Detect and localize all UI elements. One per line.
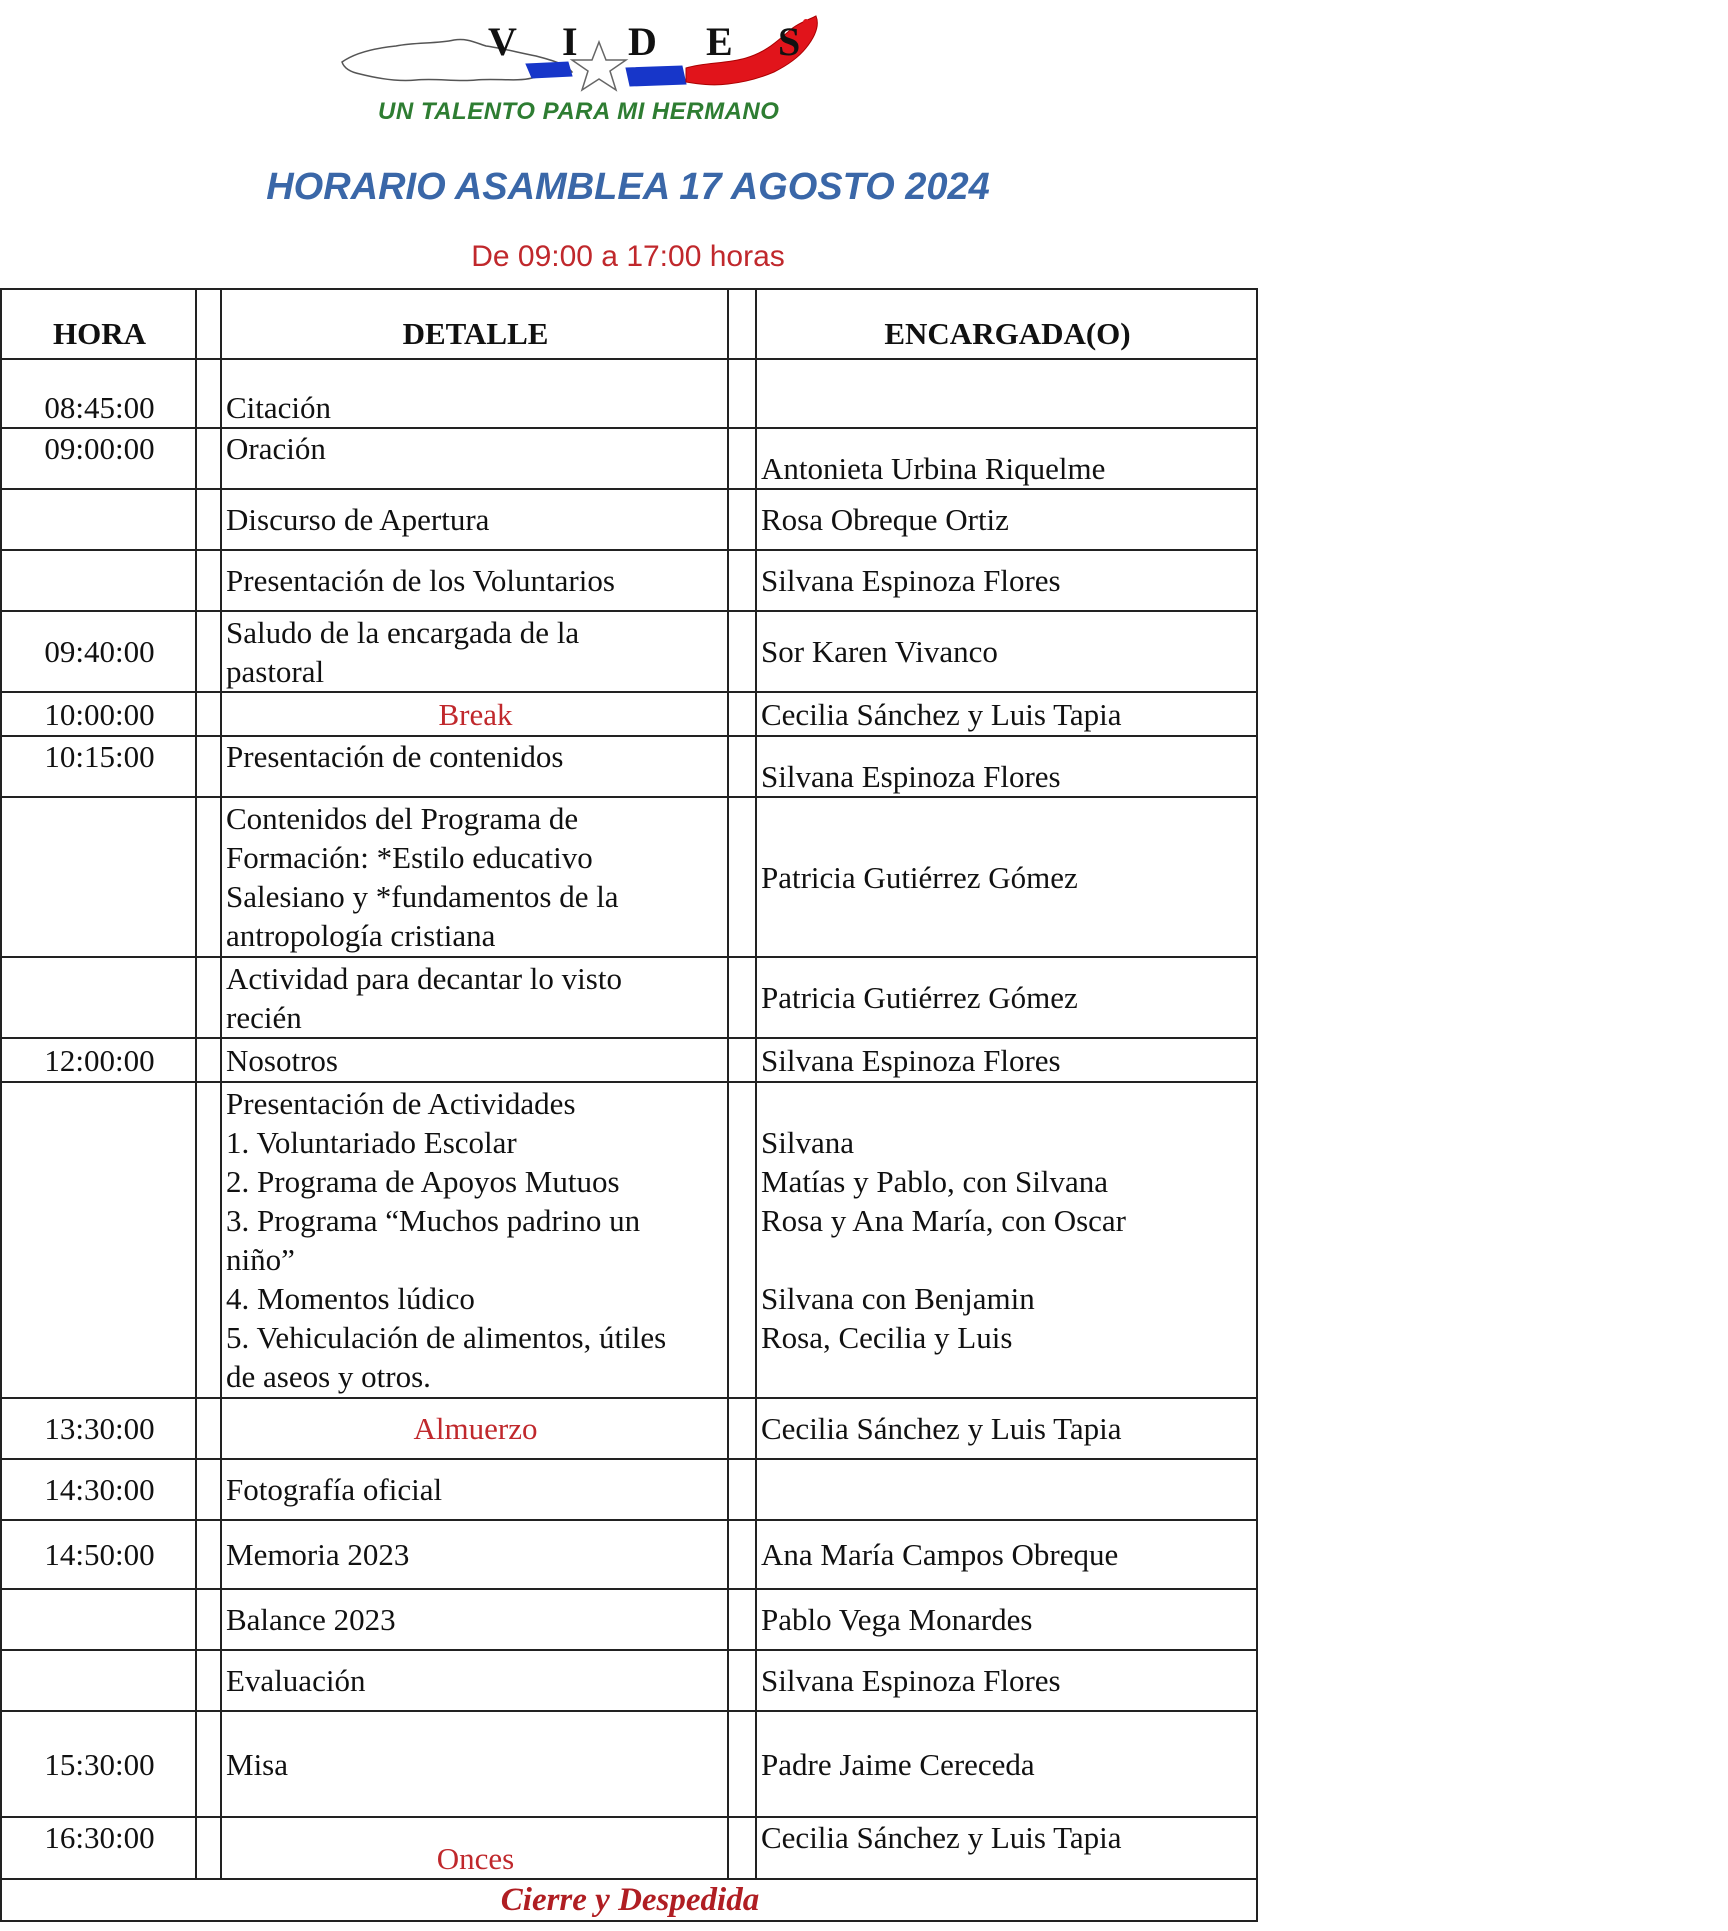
row-hora: 12:00:00 [1, 1038, 196, 1082]
header-gap [196, 289, 221, 359]
row-gap [196, 1711, 221, 1817]
row-gap [196, 957, 221, 1038]
row-gap [196, 489, 221, 550]
row-encargado: Silvana Espinoza Flores [756, 550, 1257, 611]
vides-logo [336, 12, 876, 132]
row-gap [196, 692, 221, 736]
table-row [1, 1711, 1257, 1817]
row-encargado: Cecilia Sánchez y Luis Tapia [756, 692, 1257, 736]
table-row [1, 1082, 1257, 1398]
row-hora: 14:30:00 [1, 1459, 196, 1520]
row-gap [196, 1082, 221, 1398]
row-detalle-break: Break [221, 692, 728, 736]
row-encargado: Cecilia Sánchez y Luis Tapia [756, 1817, 1257, 1879]
row-hora: 09:40:00 [1, 611, 196, 692]
row-gap [728, 1650, 756, 1711]
row-detalle: Contenidos del Programa de Formación: *Estilo educativo Salesiano y *fundamentos de la antropología cristiana [221, 797, 728, 957]
row-hora [1, 489, 196, 550]
row-detalle: Oración [221, 428, 728, 489]
row-detalle: Presentación de Actividades 1. Voluntariado Escolar 2. Programa de Apoyos Mutuos 3. Programa “Muchos padrino un niño” 4. Momentos lúdico 5. Vehiculación de alimentos, útiles de aseos y otros. [221, 1082, 728, 1398]
row-hora: 13:30:00 [1, 1398, 196, 1459]
logo-letter: V [488, 19, 517, 64]
row-gap [196, 1459, 221, 1520]
table-row [1, 550, 1257, 611]
page-subtitle: De 09:00 a 17:00 horas [471, 240, 785, 273]
row-gap [728, 1711, 756, 1817]
row-gap [728, 359, 756, 428]
row-detalle: Balance 2023 [221, 1589, 728, 1650]
row-gap [196, 797, 221, 957]
row-hora [1, 1589, 196, 1650]
row-detalle: Citación [221, 359, 728, 428]
logo-letter: S [778, 19, 801, 64]
logo-letter: I [562, 19, 578, 64]
table-row [1, 611, 1257, 692]
table-row [1, 428, 1257, 489]
table-row [1, 1650, 1257, 1711]
row-gap [196, 1398, 221, 1459]
row-gap [728, 736, 756, 797]
row-encargado [756, 359, 1257, 428]
row-detalle-almuerzo: Almuerzo [221, 1398, 728, 1459]
row-encargado: Antonieta Urbina Riquelme [756, 428, 1257, 489]
table-row [1, 957, 1257, 1038]
row-detalle-onces: Onces [221, 1817, 728, 1879]
row-hora: 16:30:00 [1, 1817, 196, 1879]
row-encargado: Cecilia Sánchez y Luis Tapia [756, 1398, 1257, 1459]
row-detalle: Discurso de Apertura [221, 489, 728, 550]
row-detalle: Misa [221, 1711, 728, 1817]
row-gap [728, 611, 756, 692]
row-detalle: Presentación de contenidos [221, 736, 728, 797]
header-detalle: DETALLE [221, 289, 728, 359]
row-encargado: Silvana Matías y Pablo, con Silvana Rosa y Ana María, con Oscar Silvana con Benjamin Rosa, Cecilia y Luis [756, 1082, 1257, 1398]
row-gap [728, 1398, 756, 1459]
row-hora: 10:00:00 [1, 692, 196, 736]
row-hora: 09:00:00 [1, 428, 196, 489]
row-hora [1, 550, 196, 611]
row-hora [1, 797, 196, 957]
row-gap [728, 1082, 756, 1398]
row-encargado: Pablo Vega Monardes [756, 1589, 1257, 1650]
row-gap [196, 550, 221, 611]
table-row [1, 1589, 1257, 1650]
table-row [1, 359, 1257, 428]
header-hora: HORA [1, 289, 196, 359]
row-detalle: Actividad para decantar lo visto recién [221, 957, 728, 1038]
row-encargado [756, 1459, 1257, 1520]
row-gap [196, 1038, 221, 1082]
table-row [1, 489, 1257, 550]
row-gap [728, 957, 756, 1038]
table-row [1, 1398, 1257, 1459]
row-gap [196, 359, 221, 428]
header-gap [728, 289, 756, 359]
table-row [1, 1038, 1257, 1082]
row-hora [1, 1082, 196, 1398]
table-row [1, 797, 1257, 957]
table-row [1, 1520, 1257, 1589]
row-gap [728, 428, 756, 489]
row-detalle: Saludo de la encargada de la pastoral [221, 611, 728, 692]
row-hora: 08:45:00 [1, 359, 196, 428]
row-gap [728, 1520, 756, 1589]
logo-tagline: UN TALENTO PARA MI HERMANO [378, 98, 780, 125]
row-gap [728, 1817, 756, 1879]
schedule-table [0, 288, 1258, 1922]
row-gap [196, 736, 221, 797]
row-encargado: Patricia Gutiérrez Gómez [756, 797, 1257, 957]
row-detalle: Memoria 2023 [221, 1520, 728, 1589]
logo-letter: E [706, 19, 733, 64]
row-encargado: Patricia Gutiérrez Gómez [756, 957, 1257, 1038]
row-gap [728, 550, 756, 611]
row-gap [728, 692, 756, 736]
row-gap [196, 1650, 221, 1711]
row-gap [728, 1589, 756, 1650]
row-encargado: Ana María Campos Obreque [756, 1520, 1257, 1589]
row-detalle: Nosotros [221, 1038, 728, 1082]
row-gap [196, 428, 221, 489]
row-gap [196, 1817, 221, 1879]
row-encargado: Sor Karen Vivanco [756, 611, 1257, 692]
row-hora [1, 957, 196, 1038]
row-gap [728, 1038, 756, 1082]
row-detalle: Evaluación [221, 1650, 728, 1711]
page-title: HORARIO ASAMBLEA 17 AGOSTO 2024 [266, 166, 990, 208]
row-detalle: Fotografía oficial [221, 1459, 728, 1520]
logo-letter: D [628, 19, 657, 64]
table-header-row [1, 289, 1257, 359]
table-row [1, 1459, 1257, 1520]
table-row [1, 1817, 1257, 1879]
row-encargado: Padre Jaime Cereceda [756, 1711, 1257, 1817]
table-footer-row [1, 1879, 1257, 1921]
row-hora: 15:30:00 [1, 1711, 196, 1817]
table-row [1, 736, 1257, 797]
row-gap [728, 489, 756, 550]
row-gap [196, 611, 221, 692]
row-gap [196, 1520, 221, 1589]
row-hora: 14:50:00 [1, 1520, 196, 1589]
row-encargado: Silvana Espinoza Flores [756, 1038, 1257, 1082]
row-hora [1, 1650, 196, 1711]
header-encargado: ENCARGADA(O) [756, 289, 1257, 359]
row-gap [196, 1589, 221, 1650]
row-encargado: Rosa Obreque Ortiz [756, 489, 1257, 550]
row-detalle: Presentación de los Voluntarios [221, 550, 728, 611]
table-row [1, 692, 1257, 736]
row-hora: 10:15:00 [1, 736, 196, 797]
row-gap [728, 1459, 756, 1520]
logo-letters [488, 18, 848, 64]
row-encargado: Silvana Espinoza Flores [756, 736, 1257, 797]
closing-text: Cierre y Despedida [1, 1879, 1257, 1921]
row-encargado: Silvana Espinoza Flores [756, 1650, 1257, 1711]
row-gap [728, 797, 756, 957]
